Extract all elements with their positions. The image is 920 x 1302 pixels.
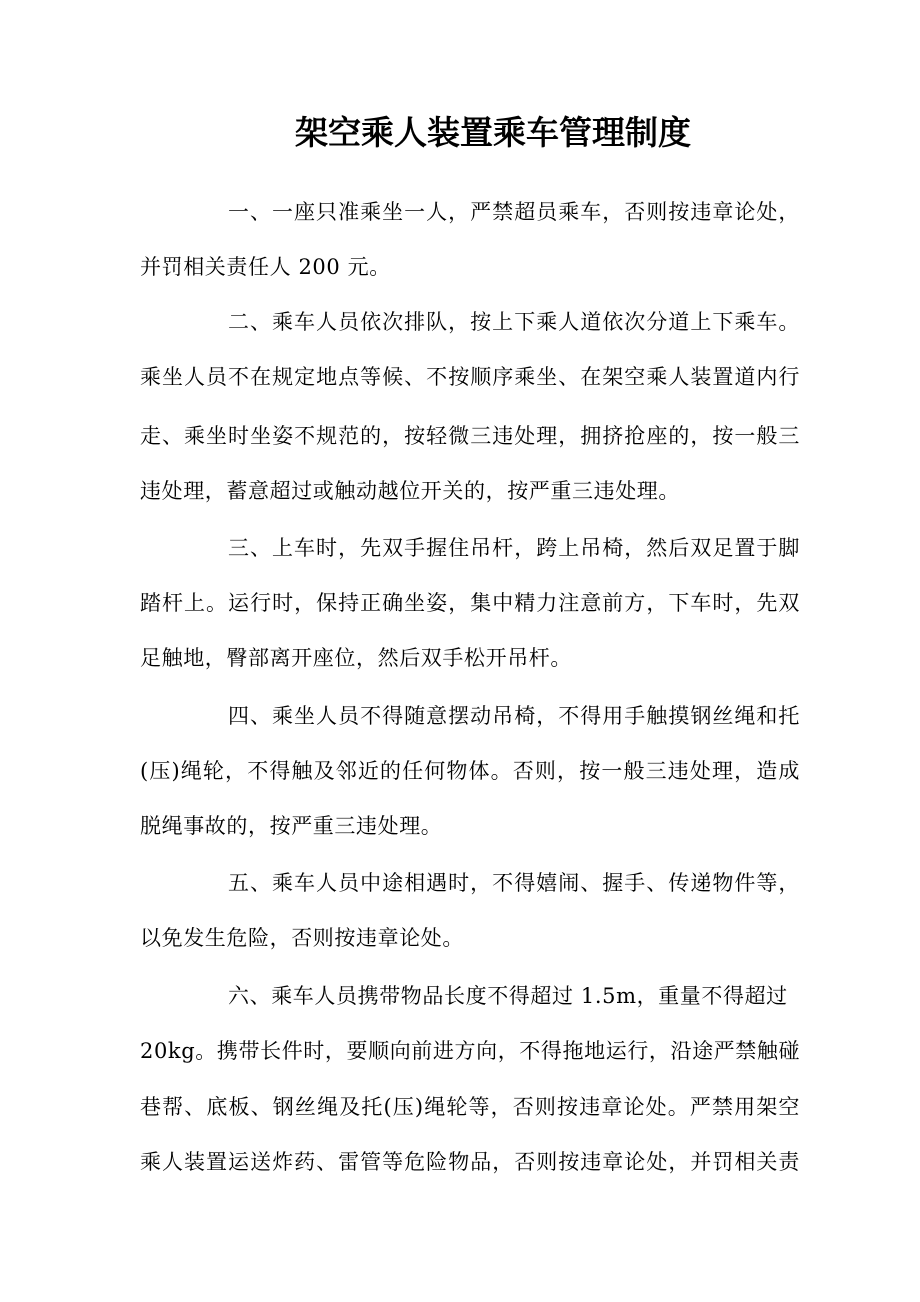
paragraph-2-line-4: 违处理，蓄意超过或触动越位开关的，按严重三违处理。 bbox=[140, 479, 680, 503]
paragraph-5-line-1: 五、乘车人员中途相遇时，不得嬉闹、握手、传递物件等， bbox=[228, 871, 800, 895]
paragraph-6-line-4: 乘人装置运送炸药、雷管等危险物品，否则按违章论处，并罚相关责 bbox=[140, 1150, 800, 1174]
paragraph-3-line-3: 足触地，臀部离开座位，然后双手松开吊杆。 bbox=[140, 646, 572, 670]
paragraph-6-line-3: 巷帮、底板、钢丝绳及托(压)绳轮等，否则按违章论处。严禁用架空 bbox=[140, 1095, 800, 1119]
paragraph-5-line-2: 以免发生危险，否则按违章论处。 bbox=[140, 926, 464, 950]
paragraph-3-line-1: 三、上车时，先双手握住吊杆，跨上吊椅，然后双足置于脚 bbox=[228, 536, 800, 560]
paragraph-1-line-1: 一、一座只准乘坐一人，严禁超员乘车，否则按违章论处， bbox=[228, 200, 800, 224]
paragraph-2-line-2: 乘坐人员不在规定地点等候、不按顺序乘坐、在架空乘人装置道内行 bbox=[140, 365, 800, 389]
paragraph-3-line-2: 踏杆上。运行时，保持正确坐姿，集中精力注意前方，下车时，先双 bbox=[140, 591, 800, 615]
paragraph-6-line-2: 20kg。携带长件时，要顺向前进方向，不得拖地运行，沿途严禁触碰 bbox=[140, 1039, 801, 1063]
paragraph-4-line-1: 四、乘坐人员不得随意摆动吊椅，不得用手触摸钢丝绳和托 bbox=[228, 704, 800, 728]
document-title: 架空乘人装置乘车管理制度 bbox=[295, 113, 691, 152]
paragraph-2-line-1: 二、乘车人员依次排队，按上下乘人道依次分道上下乘车。 bbox=[228, 310, 800, 334]
paragraph-1-line-2: 并罚相关责任人 200 元。 bbox=[140, 255, 391, 279]
paragraph-4-line-3: 脱绳事故的，按严重三违处理。 bbox=[140, 814, 443, 838]
paragraph-2-line-3: 走、乘坐时坐姿不规范的，按轻微三违处理，拥挤抢座的，按一般三 bbox=[140, 424, 800, 448]
paragraph-6-line-1: 六、乘车人员携带物品长度不得超过 1.5m，重量不得超过 bbox=[228, 984, 788, 1008]
paragraph-4-line-2: (压)绳轮，不得触及邻近的任何物体。否则，按一般三违处理，造成 bbox=[140, 759, 800, 783]
